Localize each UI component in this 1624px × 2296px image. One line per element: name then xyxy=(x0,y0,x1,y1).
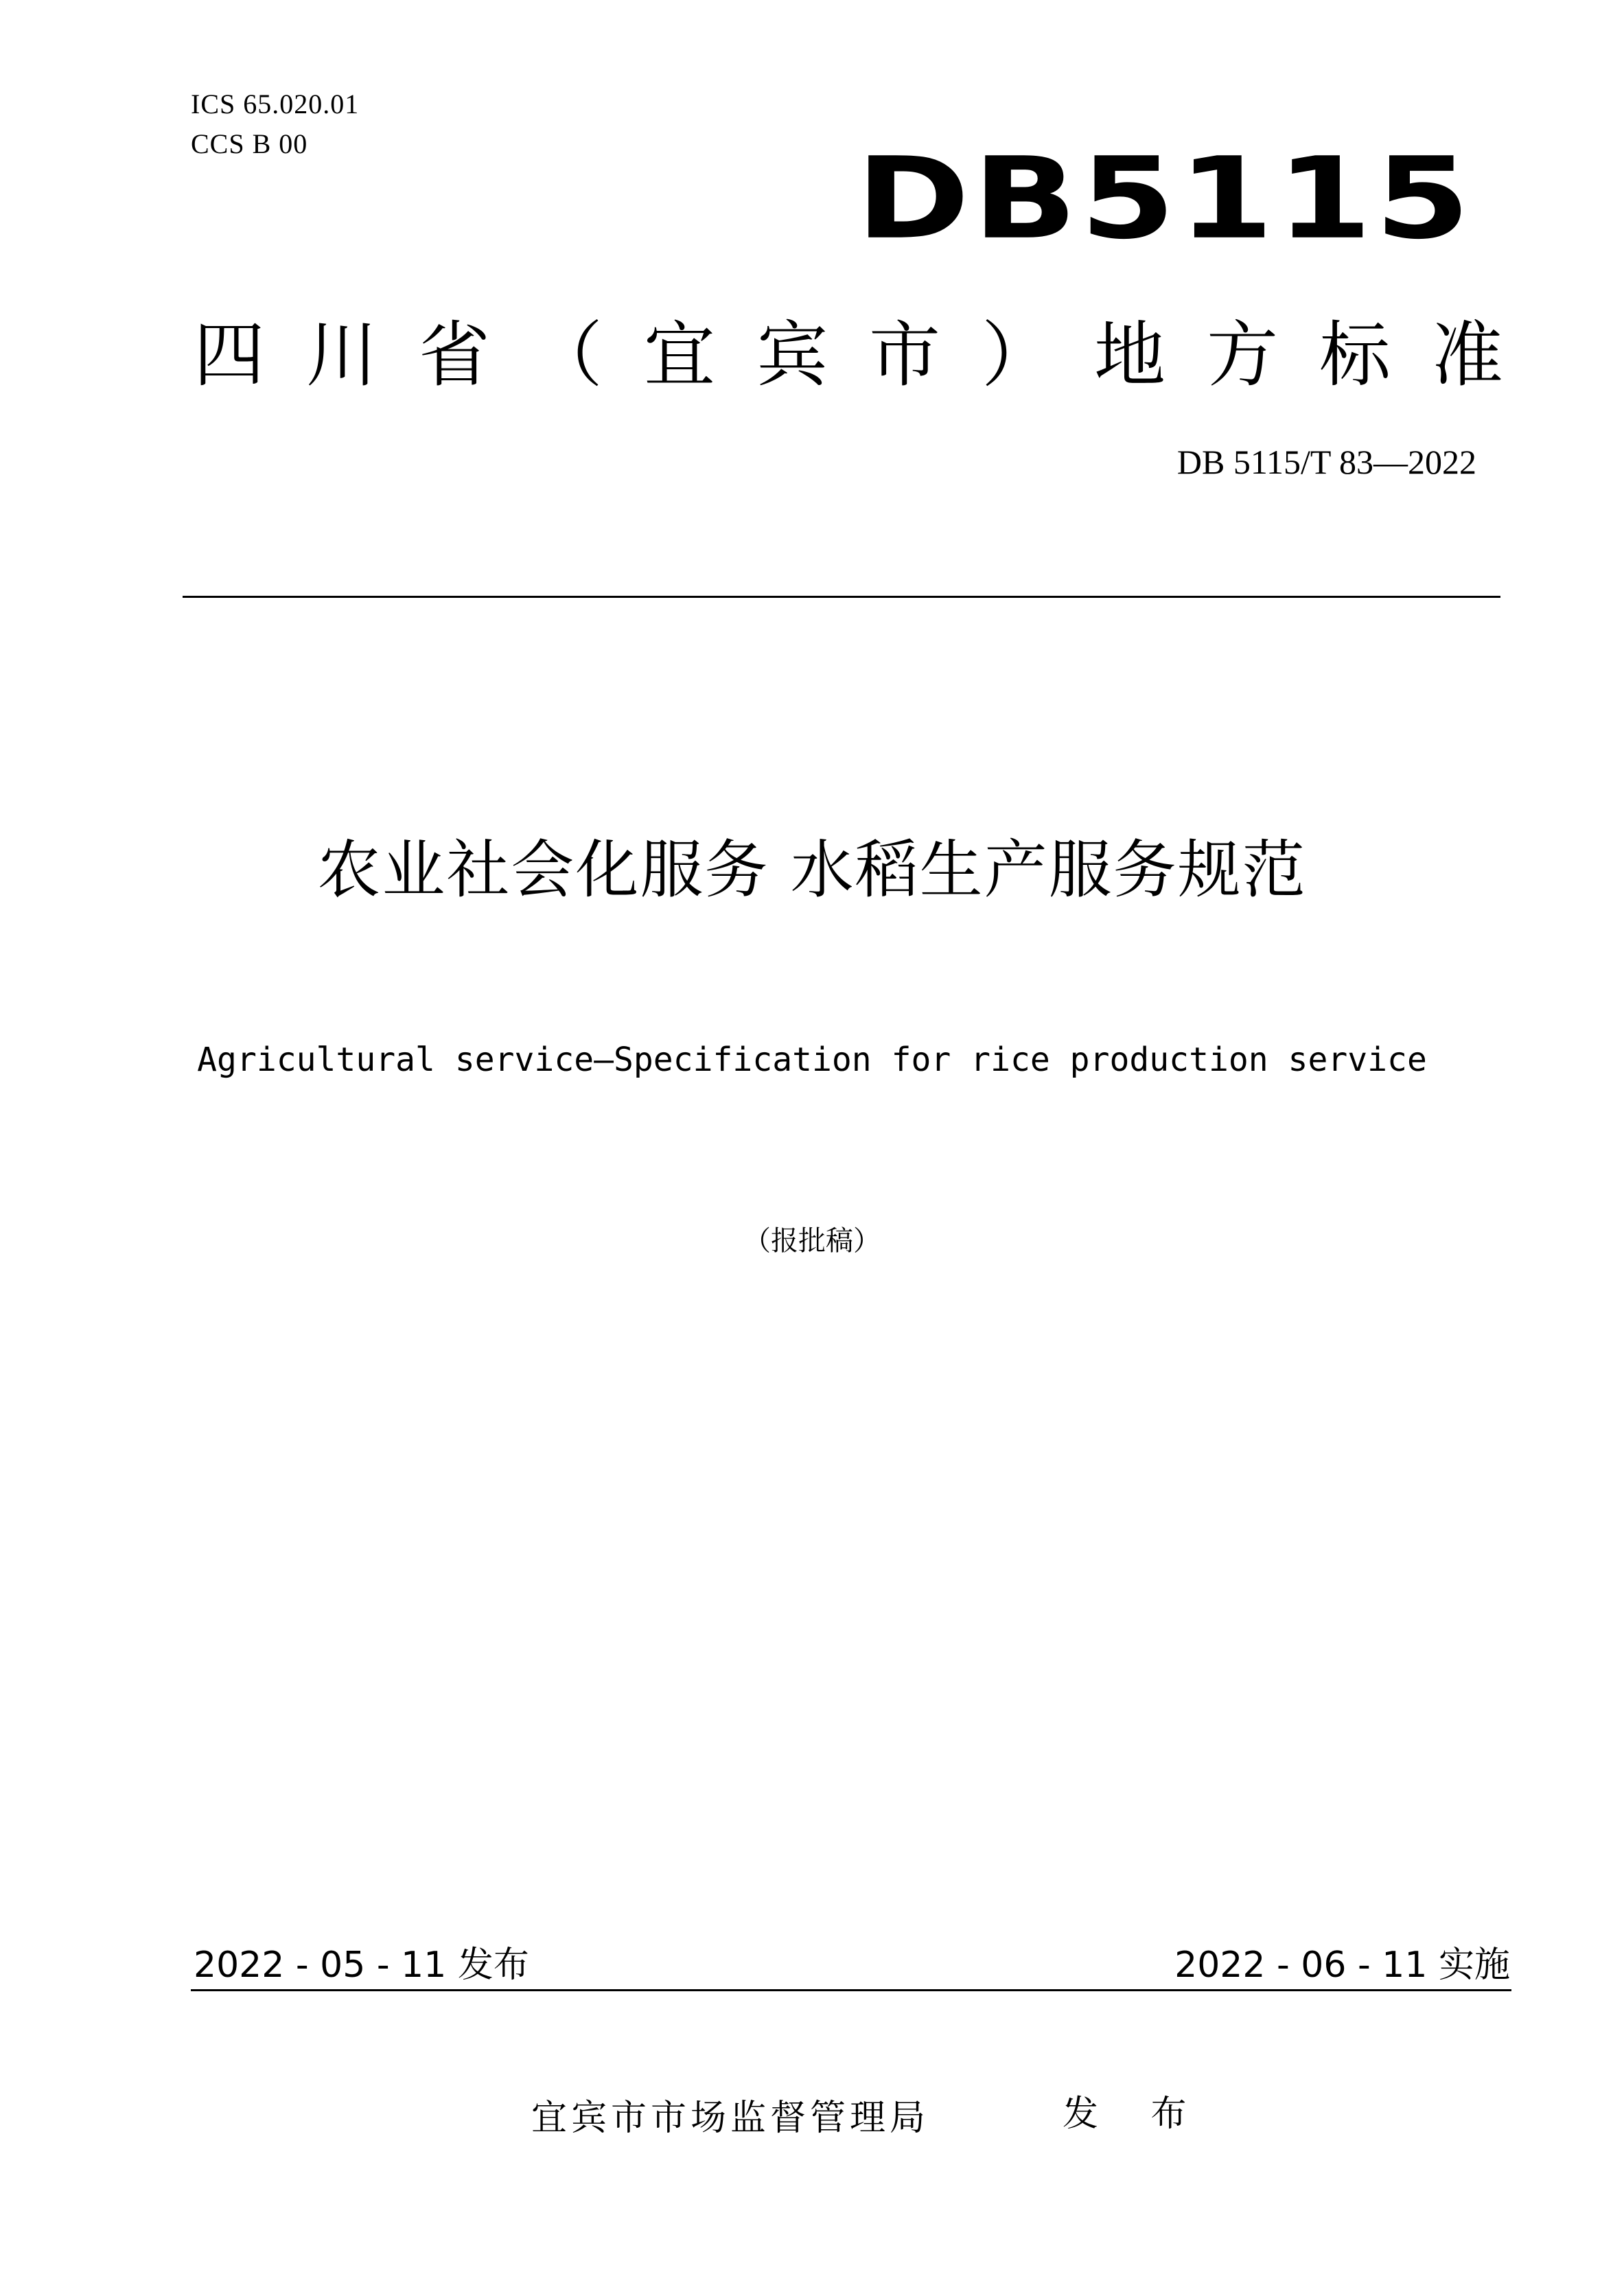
draft-status: （报批稿） xyxy=(743,1225,881,1257)
ccs-code: CCS B 00 xyxy=(191,128,308,159)
document-title-english: Agricultural service—Specification for rice production service xyxy=(197,1041,1427,1079)
top-divider xyxy=(183,596,1500,598)
document-title-chinese: 农业社会化服务 水稻生产服务规范 xyxy=(317,833,1307,907)
standard-code: DB 5115/T 83—2022 xyxy=(1176,443,1476,481)
publish-label: 发 布 xyxy=(1063,2094,1207,2135)
db-logo: DB5115 xyxy=(855,133,1473,265)
bottom-divider xyxy=(191,1989,1511,1991)
issue-date: 2022 - 05 - 11 发布 xyxy=(194,1945,529,1986)
standard-type-heading: 四川省（宜宾市）地方标准 xyxy=(194,313,1545,397)
ics-code: ICS 65.020.01 xyxy=(191,89,360,119)
publisher-name: 宜宾市市场监督管理局 xyxy=(531,2098,930,2139)
implementation-date: 2022 - 06 - 11 实施 xyxy=(1174,1945,1510,1986)
